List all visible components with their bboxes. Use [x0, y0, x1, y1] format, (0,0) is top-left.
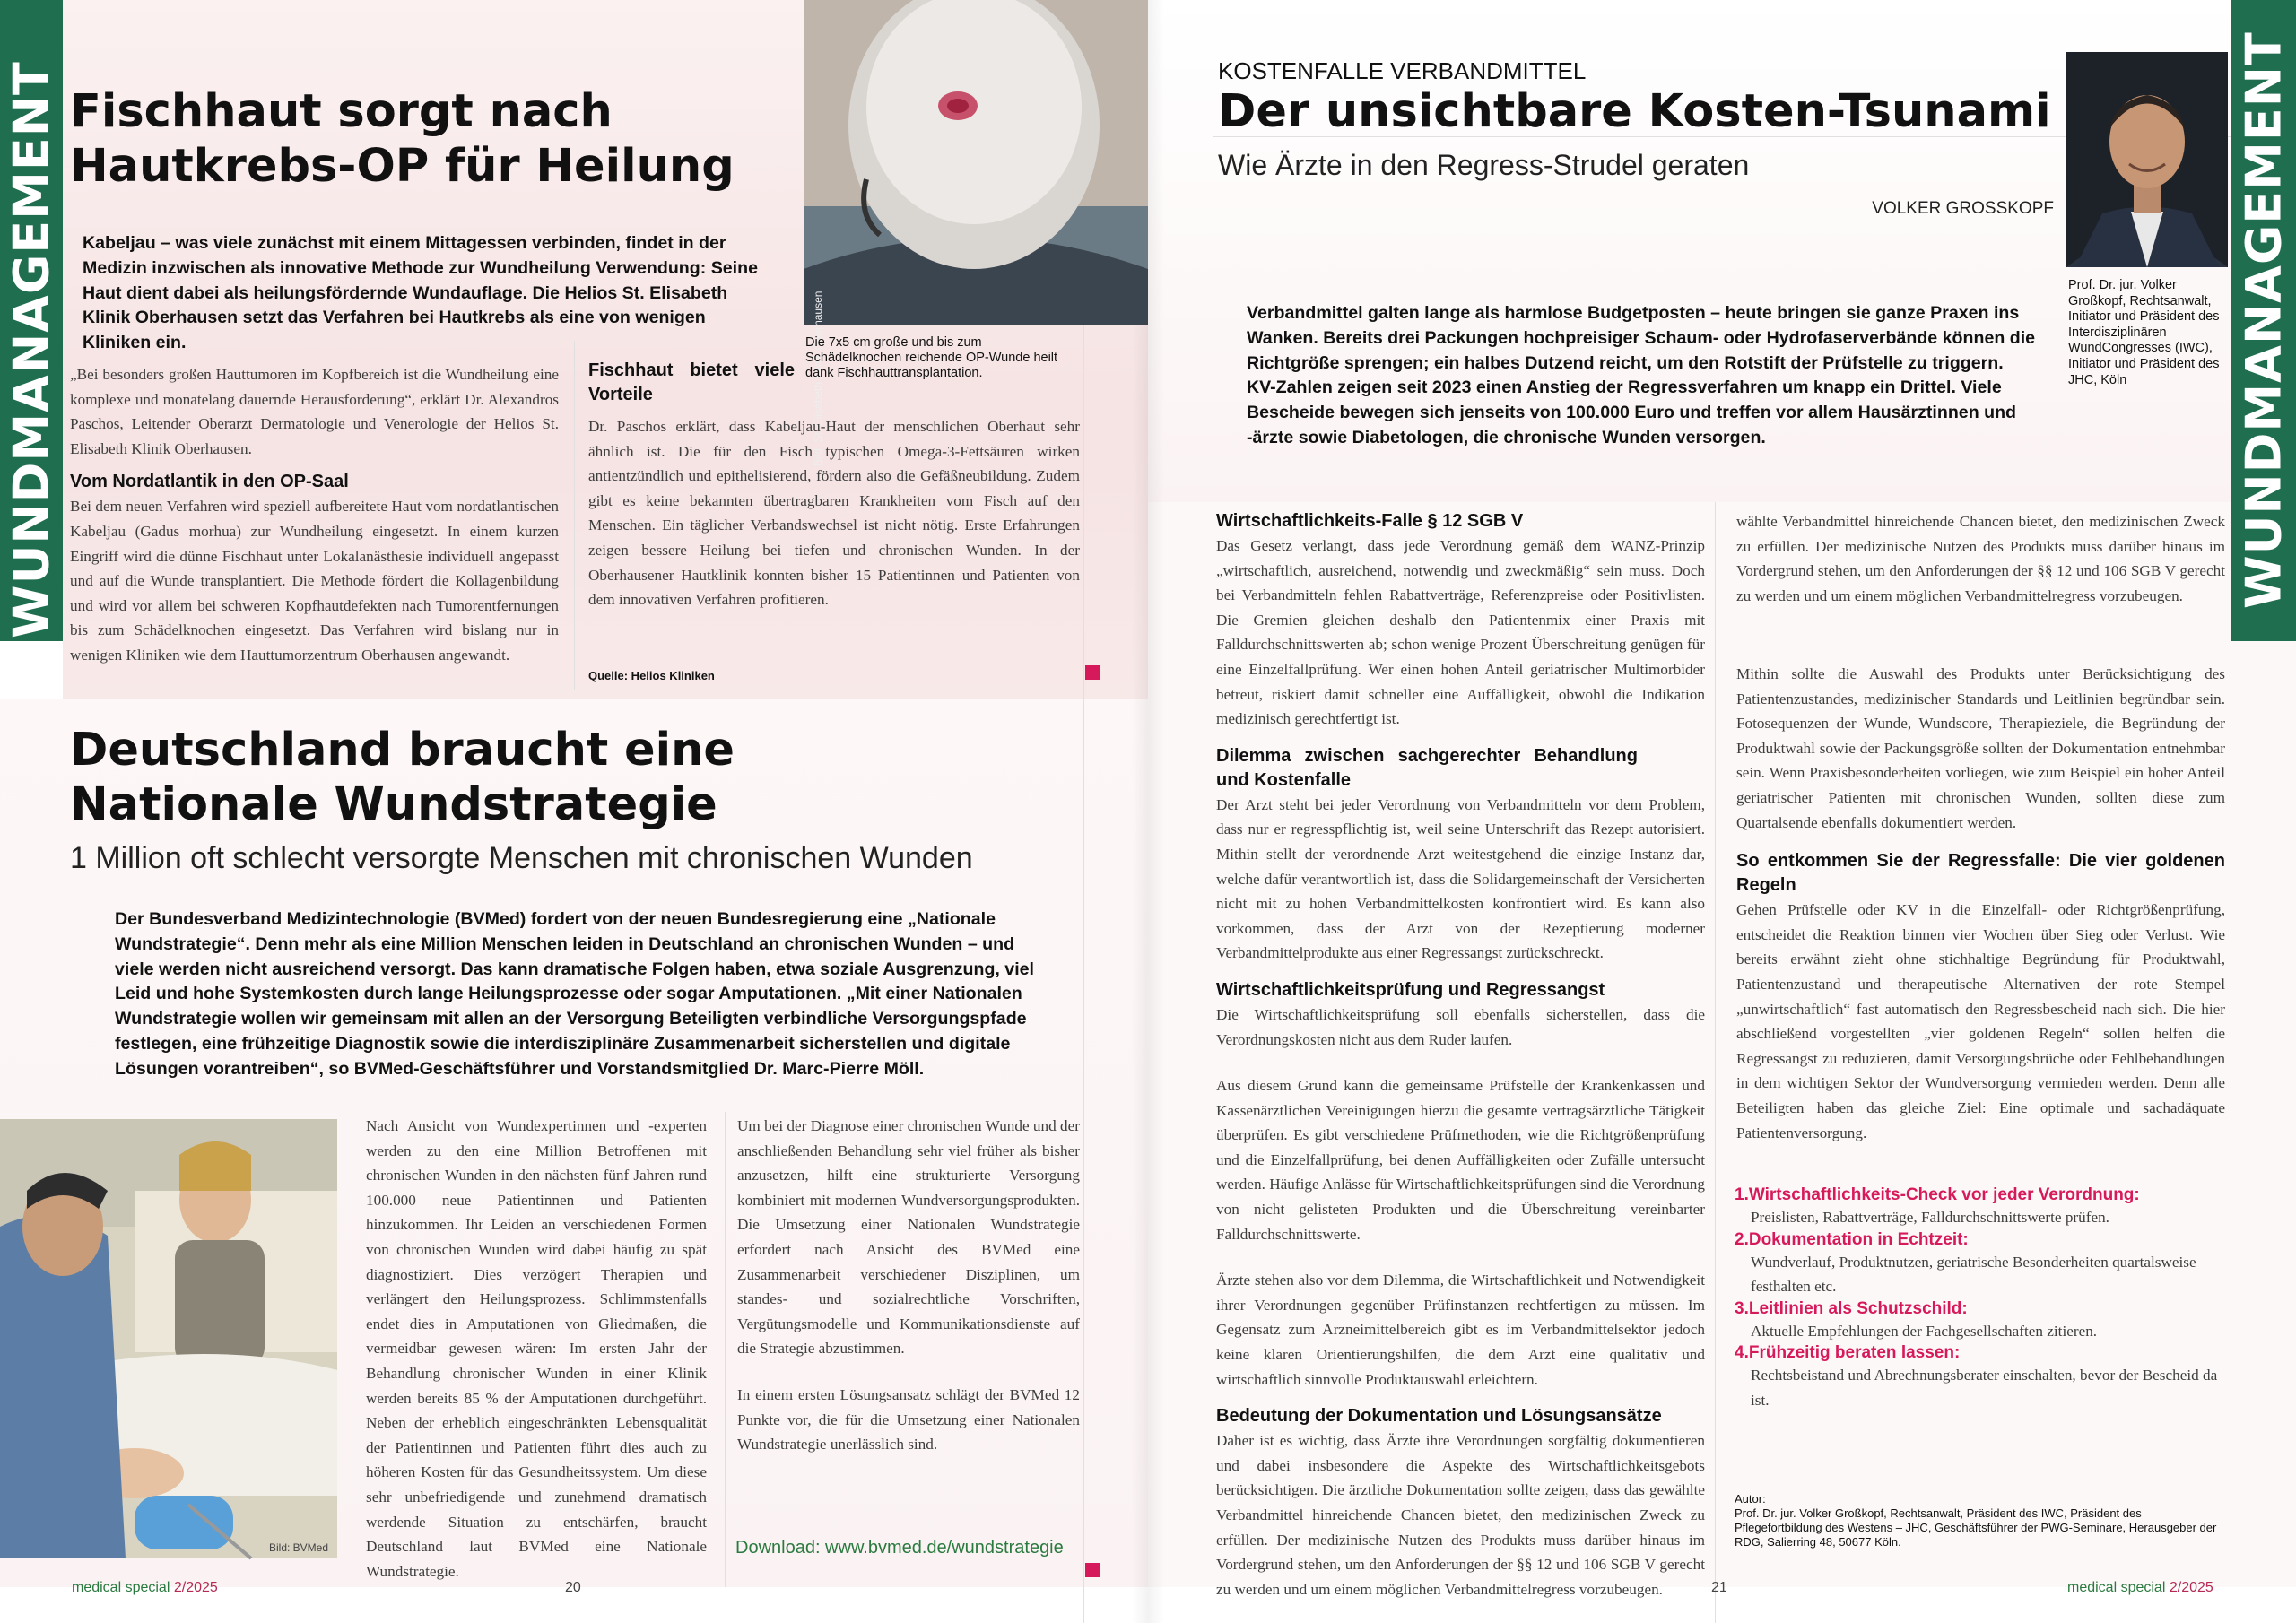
article2-paragraph: Um bei der Diagnose einer chronischen Wunde und der anschließenden Behandlung sehr viel früher als bisher anzusetzen, hilft eine strukturierte Versorgung kombiniert mit modernen Wundversorgungsprodukten. Die Umsetzung einer Nationalen Wundstrategie erfordert nach Ansicht des BVMed eine Zusammenarbeit verschiedener Disziplinen, um standes- und sozialrechtliche Vorschriften, Vergütungsmodelle und Kommunikationsdienste auf die Strategie abzustimmen. — [737, 1117, 1080, 1358]
rule-text: Wundverlauf, Produktnutzen, geriatrische Besonderheiten quartalsweise festhalten etc. — [1751, 1253, 2196, 1296]
rule-number: 4. — [1735, 1343, 1749, 1363]
end-marker — [1085, 1563, 1100, 1577]
article2-photo — [0, 1119, 337, 1558]
article2-column-1 — [366, 1114, 707, 1584]
article1-source: Quelle: Helios Kliniken — [588, 669, 715, 682]
article1-subheading: Fischhaut bietet viele Vorteile — [588, 360, 795, 404]
article2-subtitle: 1 Million oft schlecht versorgte Menschen mit chronischen Wunden — [70, 841, 973, 875]
article1-lead: Kabeljau – was viele zunächst mit einem Mittagessen verbinden, findet in der Medizin inzwischen als innovative Methode zur Wundheilung Verwendung: Seine Haut dient dabei als heilungsfördernde Wundauflage. Die Helios St. Elisabeth Klinik Oberhausen setzt das Verfahren bei Hautkrebs als eine von wenigen Kliniken ein. — [83, 233, 758, 353]
end-marker — [1085, 665, 1100, 680]
author-box — [1735, 1492, 2228, 1549]
rule-item — [1735, 1230, 2228, 1299]
article1-paragraph: „Bei besonders großen Hauttumoren im Kopfbereich ist die Wundheilung eine komplexe und monatelang dauernde Herausforderung“, erklärt Dr. Alexandros Paschos, Leitender Oberarzt Dermatologie und Venerologie der Helios St. Elisabeth Klinik Oberhausen. — [70, 366, 559, 457]
rule-text: Aktuelle Empfehlungen der Fachgesellschaften zitieren. — [1751, 1322, 2098, 1340]
author-portrait — [2066, 52, 2228, 267]
rule-title: Frühzeitig beraten lassen: — [1748, 1343, 1961, 1363]
column-divider — [1715, 502, 1716, 1623]
article2-column-2 — [737, 1114, 1080, 1457]
article3-author: VOLKER GROSSKOPF — [1872, 199, 2054, 218]
article3-subheading: Dilemma zwischen sachgerechter Behandlung und Kostenfalle — [1216, 745, 1638, 790]
article3-paragraph: Das Gesetz verlangt, dass jede Verordnung gemäß dem WANZ-Prinzip „wirtschaftlich, ausreichend, notwendig und zweckmäßig“ sein muss. Doch bei Verbandmitteln fehlen Rabattverträge, Referenzpreise oder Positivlisten. Die Gremien gleichen deshalb den Patientenmix einer Praxis mit Falldurchschnittswerten ab; schon wenige Prozent Überschreitung genügen für eine Einzelfallprüfung. Wer einen hohen Anteil geriatrischer Multimorbider betreut, riskiert damit schneller eine Auffälligkeit, obwohl die Indikation medizinisch gerechtfertigt ist. — [1216, 537, 1705, 728]
article1-photo-credit: Bild: St. Elisabeth Klinik Oberhausen — [812, 291, 824, 466]
article3-subheading: Wirtschaftlichkeitsprüfung und Regressangst — [1216, 979, 1605, 1000]
article3-paragraph: Mithin sollte die Auswahl des Produkts unter Berücksichtigung des Patientenzustandes, medizinischer Standards und Leitlinien begründbar sein. Fotosequenzen der Wunde, Wundscore, Therapieziele, die Begründung der Produktwahl sowie der Packungsgröße sollten der Dokumentation entnehmbar sein. Wenn Praxisbesonderheiten vorliegen, wie zum Beispiel ein hoher Anteil geriatrischer Patienten mit chronischen Wunden, sollten diese zum Quartalsende ebenfalls dokumentiert werden. — [1736, 665, 2225, 831]
article3-paragraph: Der Arzt steht bei jeder Verordnung von Verbandmitteln vor dem Problem, dass nur er regresspflichtig ist, weil seine Unterschrift das Rezept autorisiert. Mithin stellt der verordnende Arzt weitestgehend die einzige Instanz dar, welche dafür verantwortlich ist, dass die Solidargemeinschaft der Versicherten nicht mit zu hohen Verbandmittelkosten konfrontiert wird. Es kann also vorkommen, dass der Arzt von der Rezeptierung moderner Verbandmittelprodukte aus einer Regressangst zurückschreckt. — [1216, 795, 1705, 962]
section-tab-right: WUNDMANAGEMENT — [2231, 0, 2296, 641]
rule-text: Preislisten, Rabattverträge, Falldurchschnittswerte prüfen. — [1751, 1209, 2109, 1226]
article3-subheading: Bedeutung der Dokumentation und Lösungsansätze — [1216, 1406, 1662, 1427]
article2-title: Deutschland braucht eine Nationale Wundstrategie — [70, 724, 735, 831]
article3-subheading: Wirtschaftlichkeits-Falle § 12 SGB V — [1216, 511, 1524, 531]
article1-column-1 — [70, 362, 559, 668]
article1-paragraph: Bei dem neuen Verfahren wird speziell aufbereitete Haut vom nordatlantischen Kabeljau (Gadus morhua) zur Wundheilung eingesetzt. In einem kurzen Eingriff wird die dünne Fischhaut unter Lokalanästhesie individuell angepasst und auf die Wunde transplantiert. Die Methode fördert die Kollagenbildung und wird vor allem bei schweren Kopfhautdefekten nach Tumorentfernungen bis zum Schädelknochen eingesetzt. Das Verfahren wird bislang nur in wenigen Kliniken wie dem Hauttumorzentrum Oberhausen angewandt. — [70, 498, 559, 664]
article3-p4-continued — [1736, 509, 2225, 644]
page-number-left: 20 — [565, 1580, 581, 1595]
page-number-right: 21 — [1711, 1580, 1727, 1595]
footer-right — [2067, 1580, 2213, 1596]
footer-left — [72, 1580, 218, 1596]
issue-number: 2/2025 — [2169, 1580, 2213, 1595]
article3-paragraph: Aus diesem Grund kann die gemeinsame Prüfstelle der Krankenkassen und Kassenärztlichen Vereinigungen hierzu die gesamte vertragsärztliche Tätigkeit überprüfen. Es gibt verschiedene Prüfmethoden, wie die Richtgrößenprüfung und die Einzelfallprüfung, bei denen Auffälligkeiten oder Zufälle untersucht werden. Häufige Anlässe für Wirtschaftlichkeitsprüfungen sind die Verordnung von nicht gelisteten Produkten und die Überschreitung vereinbarter Falldurchschnittswerte. — [1216, 1077, 1705, 1243]
rule-number: 3. — [1735, 1298, 1749, 1318]
author-portrait-caption: Prof. Dr. jur. Volker Großkopf, Rechtsanwalt, Initiator und Präsident des Interdisziplinären WundCongresses (IWC), Initiator und Präsident des JHC, Köln — [2068, 278, 2220, 387]
magazine-name: medical special — [2067, 1580, 2166, 1595]
author-label: Autor: — [1735, 1492, 1766, 1506]
article1-photo-caption: Die 7x5 cm große und bis zum Schädelknochen reichende OP-Wunde heilt dank Fischhauttransplantation. — [805, 335, 1058, 380]
article3-kicker: KOSTENFALLE VERBANDMITTEL — [1218, 57, 1587, 84]
article1-paragraph: Dr. Paschos erklärt, dass Kabeljau-Haut der menschlichen Oberhaut sehr ähnlich ist. Die für den Fisch typischen Omega-3-Fettsäuren wirken antientzündlich und epithelisierend, fördern also die Gefäßneubildung. Zudem gibt es keine bekannten übertragbaren Krankheiten vom Fisch auf den Menschen. Ein täglicher Verbandswechsel ist nicht nötig. Erste Erfahrungen zeigen bessere Heilung bei tiefen und chronischen Wunden. In der Oberhausener Hautklinik konnten bisher 15 Patientinnen und Patienten von dem innovativen Verfahren profitieren. — [588, 418, 1080, 609]
section-tab-left: WUNDMANAGEMENT — [0, 0, 63, 699]
article3-title: Der unsichtbare Kosten-Tsunami — [1218, 85, 2051, 138]
rule-item — [1735, 1299, 2228, 1344]
wound-care-illustration — [0, 1119, 337, 1558]
article3-paragraph-continued: wählte Verbandmittel hinreichende Chancen bietet, den medizinischen Zweck zu erfüllen. Der medizinische Nutzen des Produkts muss darüber hinaus im Vordergrund stehen, um den Anforderungen der §§ 12 und 106 SGB V gerecht zu werden und um einem möglichen Verbandmittelregress vorzubeugen. — [1736, 513, 2225, 604]
rule-title: Leitlinien als Schutzschild: — [1748, 1298, 1968, 1318]
rule-number: 2. — [1735, 1229, 1749, 1249]
rule-title: Dokumentation in Echtzeit: — [1748, 1229, 1969, 1249]
rule-item — [1735, 1185, 2228, 1230]
article1-title: Fischhaut sorgt nach Hautkrebs-OP für Heilung — [70, 85, 735, 193]
article2-paragraph: In einem ersten Lösungsansatz schlägt der BVMed 12 Punkte vor, die für die Umsetzung einer Nationalen Wundstrategie unerlässlich sind. — [737, 1385, 1080, 1454]
rule-item — [1735, 1343, 2228, 1412]
issue-number: 2/2025 — [173, 1580, 218, 1595]
author-bio: Prof. Dr. jur. Volker Großkopf, Rechtsanwalt, Präsident des IWC, Präsident des Pflegefortbildung des Westens – JHC, Geschäftsführer der PWG-Seminare, Herausgeber der RDG, Salierring 48, 50677 Köln. — [1735, 1506, 2217, 1549]
rule-title: Wirtschaftlichkeits-Check vor jeder Verordnung: — [1748, 1185, 2140, 1204]
article3-paragraph: Daher ist es wichtig, dass Ärzte ihre Verordnungen sorgfältig dokumentieren und dabei insbesondere die Aspekte des Wirtschaftlichkeitsgebots berücksichtigen. Die ärztliche Dokumentation sollte zeigen, dass das gewählte Verbandmittel hinreichende Chancen bietet, den medizinischen Zweck zu erfüllen. Der medizinische Nutzen des Produkts muss darüber hinaus im Vordergrund stehen, um den Anforderungen der §§ 12 und 106 SGB V gerecht zu werden und um einem möglichen Verbandmittelregress vorzubeugen. — [1216, 1432, 1705, 1598]
article3-paragraph: Die Wirtschaftlichkeitsprüfung soll ebenfalls sicherstellen, dass die Verordnungskosten nicht aus dem Ruder laufen. — [1216, 1005, 1705, 1048]
article2-lead: Der Bundesverband Medizintechnologie (BVMed) fordert von der neuen Bundesregierung eine „Nationale Wundstrategie“. Denn mehr als eine Million Menschen leiden in Deutschland an chronischen Wunden – und viele werden nicht ausreichend versorgt. Das kann dramatische Folgen haben, etwa soziale Ausgrenzung, viel Leid und hohe Systemkosten durch lange Heilungsprozesse oder sogar Amputationen. „Mit einer Nationalen Wundstrategie wollen wir gemeinsam mit allen an der Versorgung Beteiligten verbindliche Versorgungspfade festlegen, eine frühzeitige Diagnostik sowie die interdisziplinäre Zusammenarbeit sicherstellen und digitale Lösungen vorantreiben“, so BVMed-Geschäftsführer und Vorstandsmitglied Dr. Marc-Pierre Möll. — [115, 909, 1034, 1079]
article3-paragraph: Ärzte stehen also vor dem Dilemma, die Wirtschaftlichkeit und Notwendigkeit ihrer Verordnungen gegenüber Prüfinstanzen rechtfertigen zu müssen. Im Gegensatz zum Arzneimittelbereich gibt es im Verbandmittelsektor jedoch keine klaren Orientierungshilfen, die dem Arzt eine qualitativ und wirtschaftlich sinnvolle Produktauswahl erleichtern. — [1216, 1271, 1705, 1388]
article2-photo-credit: Bild: BVMed — [269, 1541, 329, 1554]
column-divider — [725, 1112, 726, 1587]
article1-column-2 — [588, 359, 1080, 612]
left-tab-light — [0, 641, 63, 699]
rule-number: 1. — [1735, 1185, 1749, 1204]
article3-lead: Verbandmittel galten lange als harmlose Budgetposten – heute bringen sie ganze Praxen ins Wanken. Bereits drei Packungen hochpreisiger Schaum- oder Hydrofaserverbände können die Richtgröße sprengen; ein halbes Dutzend reicht, um den Rotstift der Prüfstelle zu triggern. KV-Zahlen zeigen seit 2023 einen Anstieg der Regressverfahren um knapp ein Drittel. Viele Bescheide bewegen sich jenseits von 100.000 Euro und treffen vor allem Hausärztinnen und -ärzte sowie Diabetologen, die chronische Wunden versorgen. — [1247, 303, 2036, 447]
golden-rules-list — [1735, 1185, 2228, 1413]
article1-subheading: Vom Nordatlantik in den OP-Saal — [70, 472, 349, 492]
patient-head-illustration — [804, 0, 1148, 325]
article3-subtitle: Wie Ärzte in den Regress-Strudel geraten — [1218, 149, 1750, 181]
article3-subheading: So entkommen Sie der Regressfalle: Die vier goldenen Regeln — [1736, 851, 2225, 896]
article3-column-1 — [1216, 509, 1705, 1598]
rule-text: Rechtsbeistand und Abrechnungsberater einschalten, bevor der Bescheid da ist. — [1751, 1367, 2218, 1409]
magazine-name: medical special — [72, 1580, 170, 1595]
download-link[interactable]: Download: www.bvmed.de/wundstrategie — [735, 1538, 1064, 1558]
article3-paragraph: Gehen Prüfstelle oder KV in die Einzelfall- oder Richtgrößenprüfung, entscheidet die Reaktion binnen vier Wochen über Sieg oder Verlust. Wie bereits erwähnt zieht ohne stichhaltige Begründung für Produktwahl, Patientenzustand und therapeutische Alternativen der rote Stempel „unwirtschaftlich“ fast automatisch den Regressbescheid nach sich. Die hier abschließend vorgestellten „vier goldenen Regeln“ sollen helfen die Regressangst zu reduzieren, damit Versorgungsbrüche oder Fehlbehandlungen in dem wichtigen Sektor der Wundversorgung vermieden werden. Denn alle Beteiligten haben das gleiche Ziel: Eine optimale und sachadäquate Patientenversorgung. — [1736, 901, 2225, 1141]
article2-paragraph: Nach Ansicht von Wundexpertinnen und -experten werden zu den eine Million Betroffenen mit chronischen Wunden in den nächsten fünf Jahren rund 100.000 neue Patientinnen und Patienten hinzukommen. Ihr Leiden an verschiedenen Formen von chronischen Wunden wird dabei häufig zu spät diagnostiziert. Dies verzögert Therapien und verlängert den Heilungsprozess. Schlimmstenfalls endet dies in Amputationen von Gliedmaßen, die vermeidbar gewesen wären: Im ersten Jahr der Behandlung chronischer Wunden in einer Klinik werden bereits 85 % der Amputationen durchgeführt. Neben der erheblich eingeschränkten Lebensqualität der Patientinnen und Patienten führt dies auch zu höheren Kosten für das Gesundheitssystem. Um diese sehr unbefriedigende und zunehmend dramatisch werdende Situation zu entschärfen, braucht Deutschland laut BVMed eine Nationale Wundstrategie. — [366, 1117, 707, 1580]
portrait-illustration — [2066, 52, 2228, 267]
column-divider — [574, 341, 575, 690]
